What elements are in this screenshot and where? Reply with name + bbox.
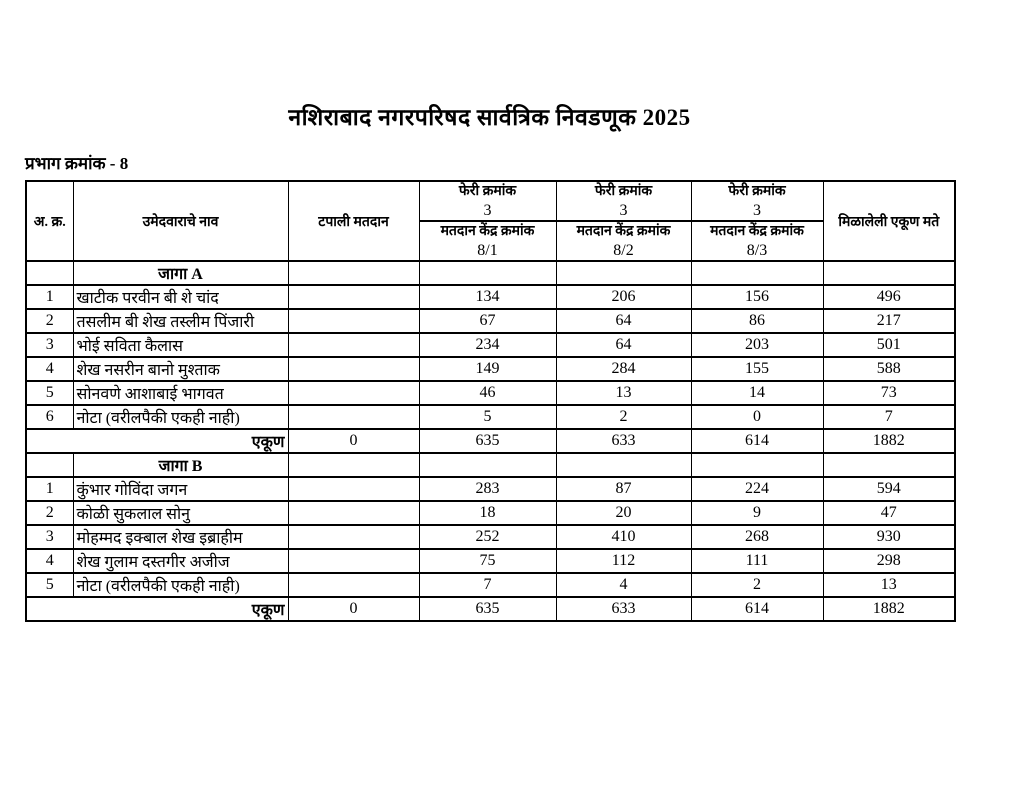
station-label: मतदान केंद्र क्रमांक bbox=[440, 224, 535, 239]
col-header-serial: अ. क्र. bbox=[26, 181, 73, 261]
postal-votes-cell bbox=[288, 477, 419, 501]
postal-votes-cell bbox=[288, 405, 419, 429]
station-1-votes-cell: 234 bbox=[419, 333, 556, 357]
empty-cell bbox=[691, 261, 823, 285]
total-votes-cell: 298 bbox=[823, 549, 955, 573]
empty-cell bbox=[823, 453, 955, 477]
total-label: एकूण bbox=[26, 597, 288, 621]
candidate-row bbox=[26, 333, 955, 357]
candidate-name-cell: मोहम्मद इक्बाल शेख इब्राहीम bbox=[73, 525, 288, 549]
station-2-votes-cell: 2 bbox=[556, 405, 691, 429]
station-number: 8/3 bbox=[746, 242, 768, 259]
station-1-votes-cell: 283 bbox=[419, 477, 556, 501]
station-2-votes-cell: 206 bbox=[556, 285, 691, 309]
empty-cell bbox=[419, 453, 556, 477]
candidate-name-cell: खाटीक परवीन बी शे चांद bbox=[73, 285, 288, 309]
postal-votes-cell bbox=[288, 357, 419, 381]
candidate-name-cell: कुंभार गोविंदा जगन bbox=[73, 477, 288, 501]
station-1-total-cell: 635 bbox=[419, 597, 556, 621]
station-1-votes-cell: 46 bbox=[419, 381, 556, 405]
section-header-row-a bbox=[26, 261, 955, 285]
candidate-row bbox=[26, 477, 955, 501]
round-label: फेरी क्रमांक bbox=[458, 184, 517, 199]
station-2-votes-cell: 87 bbox=[556, 477, 691, 501]
postal-votes-cell bbox=[288, 309, 419, 333]
empty-cell bbox=[419, 261, 556, 285]
col-header-postal: टपाली मतदान bbox=[288, 181, 419, 261]
total-votes-cell: 496 bbox=[823, 285, 955, 309]
empty-cell bbox=[823, 261, 955, 285]
total-votes-cell: 930 bbox=[823, 525, 955, 549]
station-3-votes-cell: 268 bbox=[691, 525, 823, 549]
candidate-row bbox=[26, 357, 955, 381]
serial-cell: 2 bbox=[26, 501, 73, 525]
section-header-row-b bbox=[26, 453, 955, 477]
round-label: फेरी क्रमांक bbox=[728, 184, 786, 199]
candidate-name-cell: शेख नसरीन बानो मुश्ताक bbox=[73, 357, 288, 381]
station-1-votes-cell: 5 bbox=[419, 405, 556, 429]
postal-votes-cell bbox=[288, 549, 419, 573]
station-2-votes-cell: 20 bbox=[556, 501, 691, 525]
serial-cell: 5 bbox=[26, 381, 73, 405]
serial-cell: 1 bbox=[26, 477, 73, 501]
station-3-votes-cell: 0 bbox=[691, 405, 823, 429]
grand-total-cell: 1882 bbox=[823, 597, 955, 621]
postal-votes-cell bbox=[288, 381, 419, 405]
total-votes-cell: 217 bbox=[823, 309, 955, 333]
total-votes-cell: 7 bbox=[823, 405, 955, 429]
serial-cell: 4 bbox=[26, 549, 73, 573]
ward-number-label: प्रभाग क्रमांक - 8 bbox=[25, 154, 129, 173]
empty-cell bbox=[26, 453, 73, 477]
station-number: 8/2 bbox=[613, 242, 634, 259]
candidate-name-cell: सोनवणे आशाबाई भागवत bbox=[73, 381, 288, 405]
document-page bbox=[25, 0, 954, 622]
station-1-votes-cell: 18 bbox=[419, 501, 556, 525]
total-votes-cell: 73 bbox=[823, 381, 955, 405]
postal-votes-cell bbox=[288, 573, 419, 597]
empty-cell bbox=[26, 261, 73, 285]
postal-votes-total-cell: 0 bbox=[288, 429, 419, 453]
candidate-name-cell: नोटा (वरीलपैकी एकही नाही) bbox=[73, 573, 288, 597]
station-3-votes-cell: 203 bbox=[691, 333, 823, 357]
candidate-row bbox=[26, 381, 955, 405]
page-title: नशिराबाद नगरपरिषद सार्वत्रिक निवडणूक 2025 bbox=[288, 105, 691, 130]
candidate-row bbox=[26, 501, 955, 525]
candidate-name-cell: कोळी सुकलाल सोनु bbox=[73, 501, 288, 525]
station-3-votes-cell: 2 bbox=[691, 573, 823, 597]
col-header-station-1 bbox=[419, 221, 556, 261]
col-header-round-1 bbox=[419, 181, 556, 221]
candidate-name-cell: शेख गुलाम दस्तगीर अजीज bbox=[73, 549, 288, 573]
total-votes-cell: 594 bbox=[823, 477, 955, 501]
station-3-votes-cell: 111 bbox=[691, 549, 823, 573]
station-2-votes-cell: 64 bbox=[556, 333, 691, 357]
station-number: 8/1 bbox=[477, 242, 498, 259]
col-header-round-3 bbox=[691, 181, 823, 221]
empty-cell bbox=[288, 261, 419, 285]
col-header-round-2 bbox=[556, 181, 691, 221]
candidate-row bbox=[26, 573, 955, 597]
grand-total-cell: 1882 bbox=[823, 429, 955, 453]
postal-votes-cell bbox=[288, 285, 419, 309]
section-name-a: जागा A bbox=[73, 261, 288, 285]
empty-cell bbox=[691, 453, 823, 477]
round-label: फेरी क्रमांक bbox=[594, 184, 653, 199]
candidate-row bbox=[26, 309, 955, 333]
serial-cell: 3 bbox=[26, 333, 73, 357]
table-body bbox=[26, 261, 955, 621]
candidate-row bbox=[26, 525, 955, 549]
station-3-votes-cell: 155 bbox=[691, 357, 823, 381]
candidate-row bbox=[26, 405, 955, 429]
station-label: मतदान केंद्र क्रमांक bbox=[710, 224, 804, 239]
station-1-votes-cell: 252 bbox=[419, 525, 556, 549]
postal-votes-cell bbox=[288, 501, 419, 525]
postal-votes-total-cell: 0 bbox=[288, 597, 419, 621]
station-3-total-cell: 614 bbox=[691, 597, 823, 621]
section-total-row-b bbox=[26, 597, 955, 621]
total-votes-cell: 13 bbox=[823, 573, 955, 597]
station-2-votes-cell: 64 bbox=[556, 309, 691, 333]
station-2-total-cell: 633 bbox=[556, 429, 691, 453]
station-1-votes-cell: 7 bbox=[419, 573, 556, 597]
candidate-name-cell: भोई सविता कैलास bbox=[73, 333, 288, 357]
round-number: 3 bbox=[619, 202, 628, 219]
station-1-total-cell: 635 bbox=[419, 429, 556, 453]
station-1-votes-cell: 67 bbox=[419, 309, 556, 333]
section-name-b: जागा B bbox=[73, 453, 288, 477]
station-3-votes-cell: 9 bbox=[691, 501, 823, 525]
station-2-total-cell: 633 bbox=[556, 597, 691, 621]
candidate-row bbox=[26, 285, 955, 309]
empty-cell bbox=[556, 261, 691, 285]
table-header bbox=[26, 181, 955, 261]
col-header-station-3 bbox=[691, 221, 823, 261]
station-3-votes-cell: 224 bbox=[691, 477, 823, 501]
station-label: मतदान केंद्र क्रमांक bbox=[576, 224, 671, 239]
station-2-votes-cell: 4 bbox=[556, 573, 691, 597]
serial-cell: 3 bbox=[26, 525, 73, 549]
election-results-table bbox=[25, 180, 956, 622]
col-header-candidate: उमेदवाराचे नाव bbox=[73, 181, 288, 261]
station-1-votes-cell: 134 bbox=[419, 285, 556, 309]
serial-cell: 2 bbox=[26, 309, 73, 333]
station-1-votes-cell: 75 bbox=[419, 549, 556, 573]
station-2-votes-cell: 112 bbox=[556, 549, 691, 573]
header-row-top bbox=[26, 181, 955, 221]
total-votes-cell: 588 bbox=[823, 357, 955, 381]
col-header-station-2 bbox=[556, 221, 691, 261]
serial-cell: 4 bbox=[26, 357, 73, 381]
station-3-votes-cell: 156 bbox=[691, 285, 823, 309]
total-votes-cell: 47 bbox=[823, 501, 955, 525]
serial-cell: 5 bbox=[26, 573, 73, 597]
station-3-total-cell: 614 bbox=[691, 429, 823, 453]
station-1-votes-cell: 149 bbox=[419, 357, 556, 381]
station-3-votes-cell: 14 bbox=[691, 381, 823, 405]
station-3-votes-cell: 86 bbox=[691, 309, 823, 333]
postal-votes-cell bbox=[288, 525, 419, 549]
round-number: 3 bbox=[483, 202, 492, 219]
empty-cell bbox=[556, 453, 691, 477]
station-2-votes-cell: 410 bbox=[556, 525, 691, 549]
serial-cell: 1 bbox=[26, 285, 73, 309]
station-2-votes-cell: 284 bbox=[556, 357, 691, 381]
candidate-name-cell: नोटा (वरीलपैकी एकही नाही) bbox=[73, 405, 288, 429]
round-number: 3 bbox=[753, 202, 761, 219]
section-total-row-a bbox=[26, 429, 955, 453]
total-votes-cell: 501 bbox=[823, 333, 955, 357]
postal-votes-cell bbox=[288, 333, 419, 357]
candidate-name-cell: तसलीम बी शेख तस्लीम पिंजारी bbox=[73, 309, 288, 333]
empty-cell bbox=[288, 453, 419, 477]
candidate-row bbox=[26, 549, 955, 573]
station-2-votes-cell: 13 bbox=[556, 381, 691, 405]
total-label: एकूण bbox=[26, 429, 288, 453]
col-header-total-votes: मिळालेली एकूण मते bbox=[823, 181, 955, 261]
serial-cell: 6 bbox=[26, 405, 73, 429]
